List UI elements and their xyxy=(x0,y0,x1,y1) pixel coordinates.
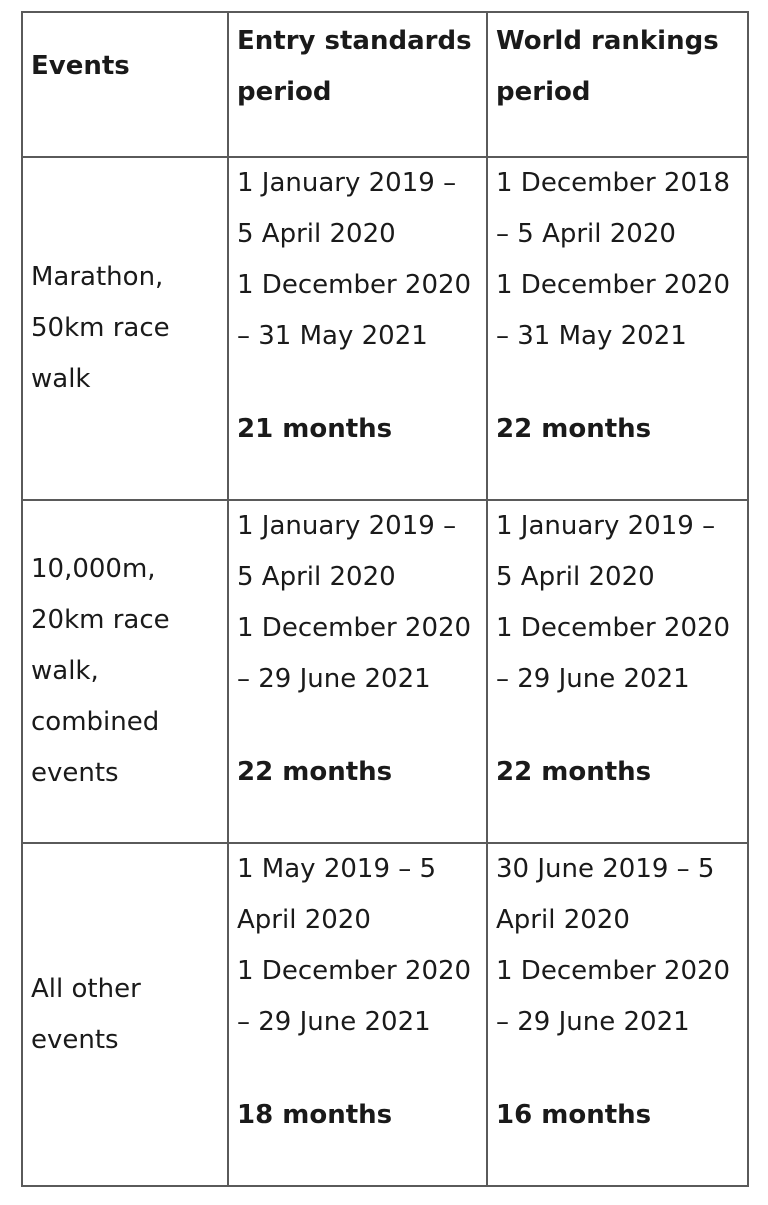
event-line: events xyxy=(31,758,119,788)
period-total: 18 months xyxy=(237,1100,393,1130)
event-cell xyxy=(22,157,228,500)
entry-standards-cell xyxy=(228,500,487,843)
entry-standards-cell xyxy=(228,843,487,1186)
event-line: 50km race xyxy=(31,313,170,343)
world-rankings-cell xyxy=(487,157,748,500)
header-events xyxy=(22,12,228,157)
period-total: 22 months xyxy=(237,757,393,787)
event-line: 10,000m, xyxy=(31,554,156,584)
event-cell xyxy=(22,500,228,843)
spacer xyxy=(237,362,486,404)
header-world-rankings xyxy=(487,12,748,157)
period-line: 1 December 2020 xyxy=(496,270,731,300)
spacer xyxy=(496,1048,747,1090)
period-line: 1 January 2019 – xyxy=(496,511,716,541)
period-line: 1 December 2020 xyxy=(237,956,472,986)
period-total: 21 months xyxy=(237,414,393,444)
period-total: 16 months xyxy=(496,1100,652,1130)
spacer xyxy=(237,705,486,747)
table-row xyxy=(22,500,748,843)
period-line: 1 January 2019 – xyxy=(237,511,457,541)
period-total: 22 months xyxy=(496,757,652,787)
entry-standards-cell xyxy=(228,157,487,500)
period-line: – 29 June 2021 xyxy=(496,1007,690,1037)
spacer xyxy=(496,362,747,404)
event-line: All other xyxy=(31,973,141,1004)
table-header-row xyxy=(22,12,748,157)
period-line: 5 April 2020 xyxy=(237,219,396,249)
event-line: combined xyxy=(31,707,160,737)
event-line: walk xyxy=(31,364,91,394)
table-row xyxy=(22,843,748,1186)
event-line: events xyxy=(31,1024,119,1055)
period-line: April 2020 xyxy=(496,905,630,935)
period-line: 30 June 2019 – 5 xyxy=(496,854,715,884)
period-line: – 31 May 2021 xyxy=(237,321,428,351)
period-line: – 29 June 2021 xyxy=(496,664,690,694)
event-line: Marathon, xyxy=(31,262,164,292)
event-line: walk, xyxy=(31,656,99,686)
header-entry-line: period xyxy=(237,77,332,107)
period-line: 1 May 2019 – 5 xyxy=(237,854,437,884)
header-entry-standards xyxy=(228,12,487,157)
table-row xyxy=(22,157,748,500)
header-world-line: period xyxy=(496,77,591,107)
event-cell xyxy=(22,843,228,1186)
period-line: 1 December 2020 xyxy=(496,613,731,643)
period-line: 1 December 2020 xyxy=(237,613,472,643)
period-line: April 2020 xyxy=(237,905,371,935)
period-line: – 31 May 2021 xyxy=(496,321,687,351)
period-line: 1 January 2019 – xyxy=(237,168,457,198)
spacer xyxy=(496,705,747,747)
period-line: 1 December 2020 xyxy=(496,956,731,986)
period-line: 1 December 2018 xyxy=(496,168,731,198)
event-line: 20km race xyxy=(31,605,170,635)
header-world-line: World rankings xyxy=(496,26,719,56)
period-total: 22 months xyxy=(496,414,652,444)
period-line: – 29 June 2021 xyxy=(237,1007,431,1037)
header-entry-line: Entry standards xyxy=(237,26,472,56)
period-line: 1 December 2020 xyxy=(237,270,472,300)
header-events-label: Events xyxy=(31,51,130,81)
world-rankings-cell xyxy=(487,500,748,843)
period-line: 5 April 2020 xyxy=(237,562,396,592)
period-line: – 29 June 2021 xyxy=(237,664,431,694)
period-line: – 5 April 2020 xyxy=(496,219,676,249)
spacer xyxy=(237,1048,486,1090)
qualification-periods-table xyxy=(21,11,749,1187)
period-line: 5 April 2020 xyxy=(496,562,655,592)
world-rankings-cell xyxy=(487,843,748,1186)
